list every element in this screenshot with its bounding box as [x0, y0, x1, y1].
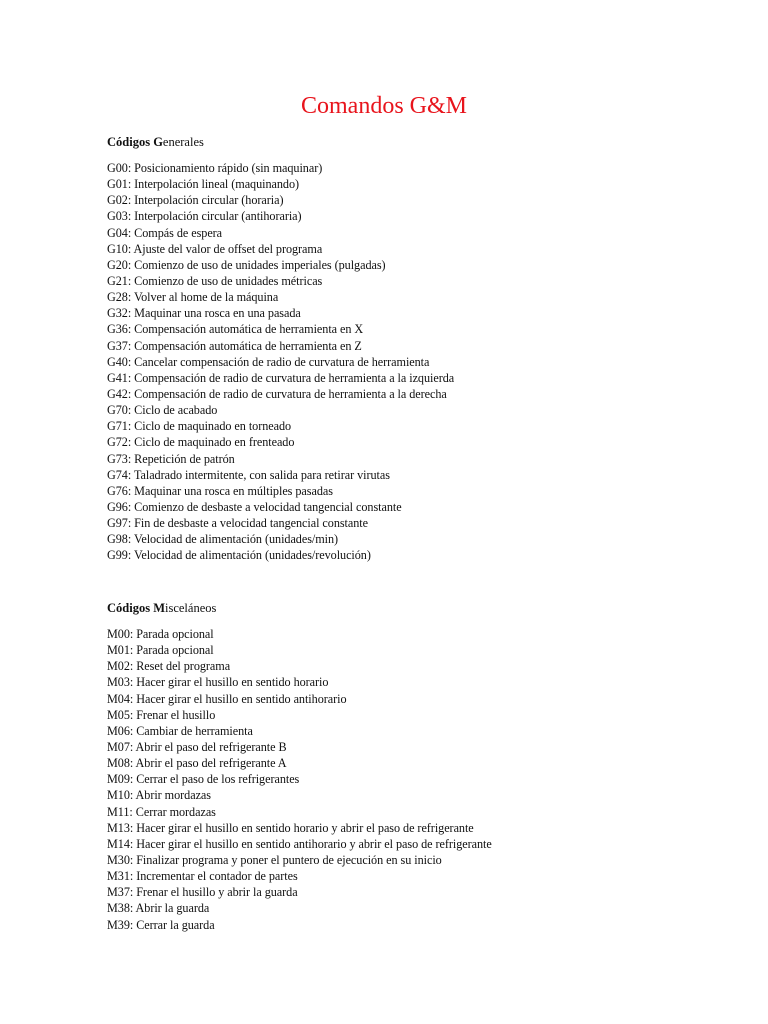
m-code-item: M38: Abrir la guarda — [107, 901, 210, 916]
g-code-item: G03: Interpolación circular (antihoraria) — [107, 209, 302, 224]
g-code-item: G98: Velocidad de alimentación (unidades/min) — [107, 532, 339, 547]
g-code-item: G32: Maquinar una rosca en una pasada — [107, 306, 301, 321]
g-code-item: G74: Taladrado intermitente, con salida para retirar virutas — [107, 467, 390, 482]
g-code-item: G71: Ciclo de maquinado en torneado — [107, 419, 292, 434]
m-code-item: M06: Cambiar de herramienta — [107, 723, 253, 738]
m-code-item: M09: Cerrar el paso de los refrigerantes — [107, 772, 300, 787]
page-title: Comandos G&M — [300, 93, 467, 119]
g-code-item: G96: Comienzo de desbaste a velocidad tangencial constante — [107, 499, 402, 514]
g-code-item: G28: Volver al home de la máquina — [107, 290, 279, 305]
section-heading-misc-codes — [107, 600, 216, 616]
m-code-item: M00: Parada opcional — [107, 627, 214, 641]
section-heading-rest: enerales — [162, 135, 204, 149]
g-code-item: G21: Comienzo de uso de unidades métricas — [107, 273, 323, 288]
g-code-item: G42: Compensación de radio de curvatura de herramienta a la derecha — [107, 386, 447, 401]
g-code-item: G70: Ciclo de acabado — [107, 403, 218, 418]
g-code-item: G41: Compensación de radio de curvatura de herramienta a la izquierda — [107, 370, 455, 385]
g-code-item: G20: Comienzo de uso de unidades imperiales (pulgadas) — [107, 257, 386, 272]
m-code-item: M30: Finalizar programa y poner el puntero de ejecución en su inicio — [107, 852, 442, 867]
m-code-item: M39: Cerrar la guarda — [107, 917, 215, 932]
g-code-item: G73: Repetición de patrón — [107, 451, 235, 466]
section-heading-rest: isceláneos — [165, 601, 217, 615]
section-heading-bold: Códigos G — [107, 135, 163, 149]
m-code-item: M01: Parada opcional — [107, 643, 214, 658]
m-code-item: M08: Abrir el paso del refrigerante A — [107, 756, 287, 771]
section-heading-general-codes — [107, 134, 204, 150]
m-code-item: M03: Hacer girar el husillo en sentido horario — [107, 675, 329, 690]
m-code-item: M13: Hacer girar el husillo en sentido horario y abrir el paso de refrigerante — [107, 820, 474, 835]
m-code-item: M31: Incrementar el contador de partes — [107, 869, 298, 884]
g-code-item: G97: Fin de desbaste a velocidad tangencial constante — [107, 516, 368, 531]
g-code-item: G02: Interpolación circular (horaria) — [107, 193, 284, 208]
m-code-item: M37: Frenar el husillo y abrir la guarda — [107, 885, 298, 900]
m-code-item: M10: Abrir mordazas — [107, 788, 211, 803]
g-code-item: G00: Posicionamiento rápido (sin maquinar) — [107, 161, 323, 175]
g-code-item: G40: Cancelar compensación de radio de curvatura de herramienta — [107, 354, 430, 369]
g-code-item: G37: Compensación automática de herramienta en Z — [107, 338, 362, 353]
m-code-item: M02: Reset del programa — [107, 659, 231, 674]
g-code-item: G01: Interpolación lineal (maquinando) — [107, 177, 300, 192]
general-codes-list — [107, 160, 454, 564]
section-heading-bold: Códigos M — [107, 601, 165, 615]
g-code-item: G04: Compás de espera — [107, 225, 223, 240]
g-code-item: G76: Maquinar una rosca en múltiples pasadas — [107, 483, 333, 498]
g-code-item: G72: Ciclo de maquinado en frenteado — [107, 435, 295, 450]
m-code-item: M14: Hacer girar el husillo en sentido antihorario y abrir el paso de refrigerante — [107, 836, 492, 851]
g-code-item: G10: Ajuste del valor de offset del programa — [107, 241, 323, 256]
g-code-item: G99: Velocidad de alimentación (unidades/revolución) — [107, 548, 371, 563]
misc-codes-list — [107, 626, 492, 933]
m-code-item: M11: Cerrar mordazas — [107, 804, 216, 819]
g-code-item: G36: Compensación automática de herramienta en X — [107, 322, 364, 337]
m-code-item: M04: Hacer girar el husillo en sentido antihorario — [107, 691, 347, 706]
m-code-item: M07: Abrir el paso del refrigerante B — [107, 739, 287, 754]
m-code-item: M05: Frenar el husillo — [107, 707, 216, 722]
